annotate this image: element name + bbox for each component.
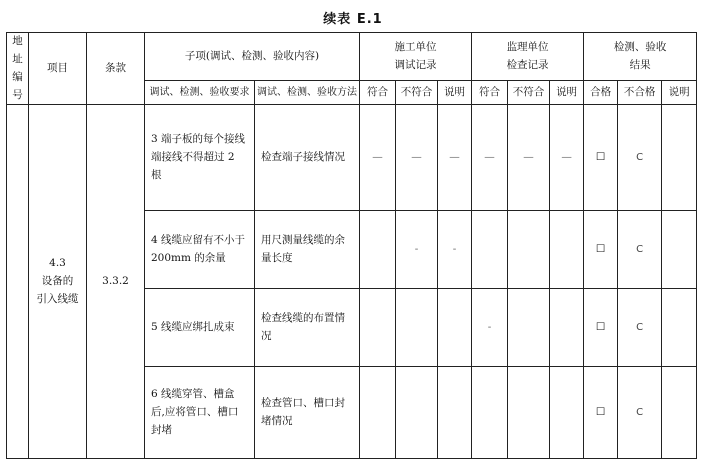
construction-note[interactable] <box>438 289 472 367</box>
result-note-cell[interactable] <box>662 211 697 289</box>
header-construction-line2: 调试记录 <box>394 58 437 71</box>
header-addr-char: 编 <box>12 70 23 83</box>
header-testing-result <box>584 33 697 81</box>
header-construction-line1: 施工单位 <box>394 40 437 53</box>
method-cell: 用尺测量线缆的余量长度 <box>255 211 360 289</box>
mark: — <box>561 150 572 163</box>
mark: — <box>484 150 495 163</box>
requirement-cell: 5 线缆应绑扎成束 <box>145 289 255 367</box>
addr-code-cell <box>7 105 29 459</box>
header-method: 调试、检测、验收方法 <box>255 81 360 105</box>
header-requirement: 调试、检测、验收要求 <box>145 81 255 105</box>
requirement-cell: 3 端子板的每个接线端接线不得超过 2 根 <box>145 105 255 211</box>
mark: - <box>452 242 457 255</box>
header-construction-unit <box>360 33 472 81</box>
mark: — <box>523 150 534 163</box>
checkbox-icon[interactable]: ☐ <box>595 320 606 333</box>
mark: — <box>449 150 460 163</box>
construction-conform[interactable] <box>360 367 396 459</box>
construction-conform[interactable] <box>360 211 396 289</box>
construction-note[interactable] <box>438 105 472 211</box>
supervision-nonconform[interactable] <box>508 367 550 459</box>
header-item: 项目 <box>29 33 87 105</box>
header-addr-char: 址 <box>12 52 23 65</box>
header-clause: 条款 <box>87 33 145 105</box>
item-line: 4.3 <box>49 257 66 270</box>
mark: - <box>487 320 492 333</box>
supervision-conform[interactable] <box>472 289 508 367</box>
construction-nonconform[interactable] <box>396 211 438 289</box>
supervision-note[interactable] <box>550 367 584 459</box>
result-pass-cell[interactable] <box>584 105 618 211</box>
header-note: 说明 <box>662 81 697 105</box>
header-nonconform: 不符合 <box>396 81 438 105</box>
checkbox-icon[interactable]: ☐ <box>595 150 606 163</box>
construction-note[interactable] <box>438 211 472 289</box>
fail-mark-icon[interactable]: C <box>636 321 644 333</box>
result-fail-cell[interactable] <box>618 211 662 289</box>
requirement-cell: 6 线缆穿管、槽盒后,应将管口、槽口封堵 <box>145 367 255 459</box>
supervision-conform[interactable] <box>472 211 508 289</box>
mark: — <box>372 150 383 163</box>
header-testing-line1: 检测、验收 <box>613 40 667 53</box>
item-line: 设备的 <box>41 274 74 287</box>
item-line: 引入线缆 <box>36 292 79 305</box>
inspection-table <box>6 32 697 459</box>
requirement-cell: 4 线缆应留有不小于 200mm 的余量 <box>145 211 255 289</box>
supervision-note[interactable] <box>550 211 584 289</box>
header-testing-line2: 结果 <box>629 58 651 71</box>
result-note-cell[interactable] <box>662 367 697 459</box>
construction-nonconform[interactable] <box>396 105 438 211</box>
construction-note[interactable] <box>438 367 472 459</box>
header-fail: 不合格 <box>618 81 662 105</box>
construction-conform[interactable] <box>360 105 396 211</box>
method-cell: 检查端子接线情况 <box>255 105 360 211</box>
checkbox-icon[interactable]: ☐ <box>595 405 606 418</box>
construction-nonconform[interactable] <box>396 367 438 459</box>
result-fail-cell[interactable] <box>618 105 662 211</box>
construction-conform[interactable] <box>360 289 396 367</box>
table-title: 续表 E.1 <box>323 12 383 27</box>
header-supervision-line1: 监理单位 <box>506 40 549 53</box>
table-row <box>7 105 697 211</box>
result-note-cell[interactable] <box>662 105 697 211</box>
result-note-cell[interactable] <box>662 289 697 367</box>
supervision-nonconform[interactable] <box>508 105 550 211</box>
supervision-nonconform[interactable] <box>508 289 550 367</box>
header-addr-char: 号 <box>12 88 23 101</box>
header-note: 说明 <box>550 81 584 105</box>
method-cell: 检查管口、槽口封堵情况 <box>255 367 360 459</box>
header-conform: 符合 <box>360 81 396 105</box>
result-fail-cell[interactable] <box>618 367 662 459</box>
fail-mark-icon[interactable]: C <box>636 406 644 418</box>
header-supervision-line2: 检查记录 <box>506 58 549 71</box>
result-pass-cell[interactable] <box>584 367 618 459</box>
supervision-note[interactable] <box>550 105 584 211</box>
result-pass-cell[interactable] <box>584 289 618 367</box>
header-addr-char: 地 <box>12 35 23 47</box>
header-supervision-unit <box>472 33 584 81</box>
supervision-conform[interactable] <box>472 367 508 459</box>
fail-mark-icon[interactable]: C <box>636 151 644 163</box>
clause-cell: 3.3.2 <box>87 105 145 459</box>
fail-mark-icon[interactable]: C <box>636 243 644 255</box>
supervision-conform[interactable] <box>472 105 508 211</box>
header-conform: 符合 <box>472 81 508 105</box>
header-pass: 合格 <box>584 81 618 105</box>
checkbox-icon[interactable]: ☐ <box>595 242 606 255</box>
result-fail-cell[interactable] <box>618 289 662 367</box>
header-subitem: 子项(调试、检测、验收内容) <box>145 33 360 81</box>
construction-nonconform[interactable] <box>396 289 438 367</box>
mark: — <box>411 150 422 163</box>
item-cell <box>29 105 87 459</box>
mark: - <box>414 242 419 255</box>
method-cell: 检查线缆的布置情况 <box>255 289 360 367</box>
supervision-note[interactable] <box>550 289 584 367</box>
header-row-1 <box>7 33 697 81</box>
result-pass-cell[interactable] <box>584 211 618 289</box>
header-note: 说明 <box>438 81 472 105</box>
header-addr-code <box>7 33 29 105</box>
supervision-nonconform[interactable] <box>508 211 550 289</box>
header-nonconform: 不符合 <box>508 81 550 105</box>
